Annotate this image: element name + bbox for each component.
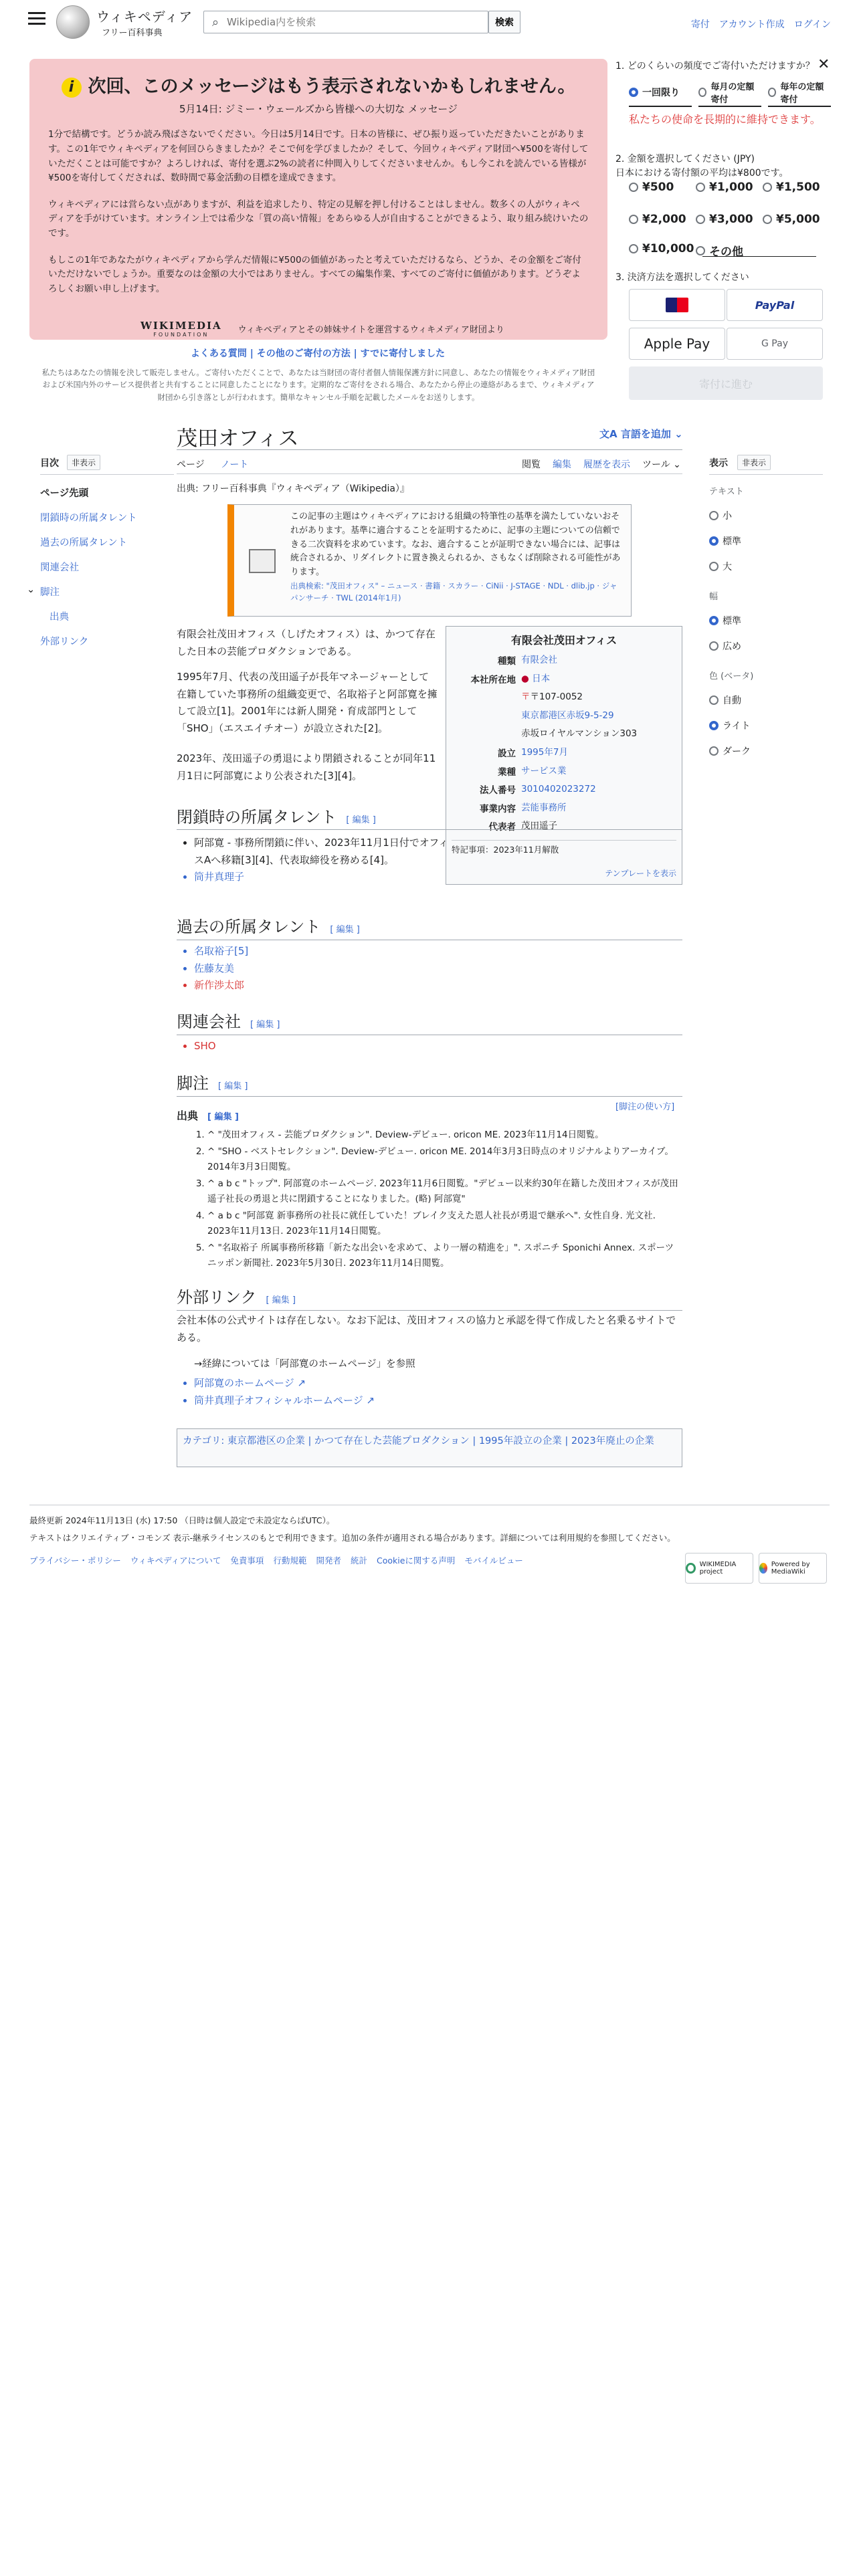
site-logo[interactable] — [56, 5, 193, 39]
reference: 3. ^ a b c "トップ". 阿部寛のホームページ. 2023年11月6日閲覧。"デビュー以来約30年在籍した茂田オフィスが茂田遥子社長の勇退と共に閉鎖することになりました。(略) 阿部寛" — [207, 1176, 680, 1207]
create-account-link[interactable]: アカウント作成 — [719, 19, 785, 30]
search-box[interactable] — [203, 11, 488, 33]
appearance-panel — [709, 455, 823, 758]
notes-help-link[interactable]: [脚注の使い方] — [615, 1102, 675, 1112]
freq-monthly[interactable]: 毎月の定額寄付 — [698, 79, 761, 107]
edit-section-link[interactable]: [ 編集 ] — [218, 1081, 248, 1091]
banner-subtitle: 5月14日: ジミー・ウェールズから皆様への大切な メッセージ — [179, 103, 458, 116]
pay-googlepay-button[interactable]: G Pay — [727, 328, 823, 360]
footer-link[interactable]: 統計 — [350, 1555, 367, 1566]
footer-links — [29, 1554, 523, 1566]
color-light[interactable]: ライト — [709, 719, 823, 732]
logo-title: ウィキペディア — [96, 9, 193, 25]
external-link-icon: ↗ — [366, 1394, 375, 1406]
toc-item[interactable]: 関連会社 — [40, 562, 79, 573]
translate-icon: 文A — [599, 428, 617, 440]
closed-talent-list — [194, 835, 455, 886]
footer-link[interactable]: 開発者 — [316, 1555, 341, 1566]
tab-tools[interactable]: ツール ⌄ — [642, 459, 681, 470]
site-header — [0, 0, 859, 47]
tab-talk[interactable]: ノート — [220, 459, 249, 470]
wikipedia-globe-icon — [56, 5, 90, 39]
hatnote: →経緯については「阿部寛のホームページ」を参照 — [194, 1359, 415, 1370]
footer-link[interactable]: モバイルビュー — [464, 1555, 523, 1566]
toc-subitem[interactable]: 出典 — [50, 612, 69, 623]
search-button[interactable]: 検索 — [488, 11, 520, 33]
tab-edit[interactable]: 編集 — [553, 459, 571, 470]
banner-paragraph: ウィキペディアには営らない点がありますが、利益を追求したり、特定の見解を押し付けることはしません。数多くの人がウィキペディアを手がけています。オンライン上では希少な「質の高い情報」をあらゆる人が自由することができるよう、取り組み続けいたのです。 — [48, 199, 589, 239]
title-divider — [177, 449, 682, 450]
text-size-standard[interactable]: 標準 — [709, 534, 823, 548]
template-link[interactable]: テンプレートを表示 — [605, 868, 676, 878]
edit-section-link[interactable]: [ 編集 ] — [250, 1020, 280, 1030]
intro-paragraph: 1995年7月、代表の茂田遥子が長年マネージャーとして在籍していた事務所の組織変更で、名取裕子と阿部寛を擁して設立[1]。2001年には新人開発・育成部門として「SHO」（エスエイチオー）が設立された[2]。 — [177, 671, 438, 734]
reference: 4. ^ a b c "阿部寛 新事務所の社長に就任していた！ブレイク支えた恩人社長が勇退で継承へ". 女性自身. 光文社. 2023年11月13日. 2023年11月14日閲覧。 — [207, 1208, 680, 1239]
mediawiki-icon — [759, 1563, 767, 1574]
notice-pencil-icon — [249, 549, 276, 573]
fundraising-banner — [29, 59, 607, 340]
text-size-small[interactable]: 小 — [709, 509, 823, 522]
reference: 5. ^ "名取裕子 所属事務所移籍「新たな出会いを求めて、より一層の精進を」". スポニチ Sponichi Annex. スポーツニッポン新聞社. 2023年5月30日. 2023年11月14日閲覧。 — [207, 1241, 680, 1271]
intro-paragraph: 有限会社茂田オフィス（しげたオフィス）は、かつて存在した日本の芸能プロダクションである。 — [177, 628, 436, 657]
infobox-caption: 有限会社茂田オフィス — [510, 634, 617, 647]
infobox-note: 特記事項：2023年11月解散 — [452, 840, 676, 855]
page-title: 茂田オフィス — [177, 427, 299, 451]
color-label: 色 (ベータ) — [709, 671, 754, 681]
tab-history[interactable]: 履歴を表示 — [583, 459, 630, 470]
external-link-icon: ↗ — [297, 1377, 306, 1389]
text-size-label: テキスト — [709, 487, 744, 497]
main-menu-button[interactable] — [28, 12, 45, 28]
panel-title: 表示 — [709, 457, 728, 469]
infobox-table: 種類 有限会社 本社所在地 ● 日本 〒〒107-0052 東京都港区赤坂9-5-29 赤坂ロイヤルマンション303 設立 1995年7月 業種 サービス業 法人番号 3010402023272 事業内容 芸能事務所 代表者 茂田遥子 — [470, 655, 638, 833]
info-icon: i — [62, 78, 82, 98]
notice-text: この記事の主題はウィキペディアにおける組織の特筆性の基準を満たしていないおそれがあります。基準に適合することを証明するために、記事の主題についての信頼できる二次資料を求めています。なお、適合することが証明できない場合には、記事は統合されるか、リダイレクトに置き換えられるか、さもなくば削除される可能性があります。 — [290, 512, 621, 578]
tabs-divider — [177, 473, 682, 474]
related-list — [194, 1038, 216, 1055]
freq-yearly[interactable]: 毎年の定額寄付 — [768, 79, 831, 107]
footer-link[interactable]: ウィキペディアについて — [130, 1555, 221, 1566]
powered-by-mediawiki-badge[interactable]: Powered by MediaWiki — [759, 1553, 827, 1584]
view-tabs — [522, 457, 681, 471]
section-heading: 過去の所属タレント [ 編集 ] — [177, 914, 682, 940]
radio-icon — [629, 88, 638, 97]
user-links — [691, 17, 831, 31]
login-link[interactable]: ログイン — [793, 19, 831, 30]
search-icon: ⌕ — [211, 15, 219, 29]
pay-paypal-button[interactable]: PayPal — [727, 289, 823, 321]
wikimedia-project-badge[interactable]: WIKIMEDIA project — [685, 1553, 753, 1584]
width-label: 幅 — [709, 592, 719, 602]
color-auto[interactable]: 自動 — [709, 693, 823, 707]
section-heading: 閉鎖時の所属タレント [ 編集 ] — [177, 808, 376, 827]
width-wide[interactable]: 広め — [709, 639, 823, 653]
width-standard[interactable]: 標準 — [709, 614, 823, 627]
text-size-large[interactable]: 大 — [709, 560, 823, 573]
tab-read[interactable]: 閲覧 — [522, 459, 541, 470]
list-item[interactable]: • 佐藤友美 — [194, 960, 248, 978]
reference: 1. ^ "茂田オフィス - 芸能プロダクション". Deview-デビュー. oricon ME. 2023年11月14日閲覧。 — [207, 1128, 680, 1143]
add-language-button[interactable]: 文A 言語を追加 ⌄ — [599, 428, 683, 440]
namespace-tabs — [177, 457, 248, 471]
amount-other[interactable]: その他 — [696, 242, 743, 259]
credit-card-icon — [666, 298, 688, 312]
amount-option[interactable]: ¥1,000 — [696, 181, 753, 194]
banner-paragraph: もしこの1年であなたがウィキペディアから学んだ情報に¥500の価値があったと考えていただけるなら、どうか、その金額をご寄付いただけないでしょうか。重要なのは金額の大小ではありません。すべての編集作業、すべてのご寄付に価値があります。どうぞよろしくお願い申し上げます。 — [48, 254, 581, 294]
amount-option[interactable]: ¥5,000 — [763, 213, 820, 226]
notice-search-links[interactable]: 出典検索: "茂田オフィス" – ニュース · 書籍 · スカラー · CiNii · J-STAGE · NDL · dlib.jp · ジャパンサーチ · TWL (2014年1月) — [290, 580, 617, 603]
external-link[interactable]: • 筒井真理子オフィシャルホームページ ↗ — [194, 1392, 375, 1410]
amount-question: 2. 金額を選択してください (JPY) 日本における寄付額の平均は¥800です。 — [615, 154, 789, 179]
intro-paragraph: 2023年、茂田遥子の勇退により閉鎖されることが同年11月1日に阿部寛により公表された[3][4]。 — [177, 752, 436, 782]
section-heading: 関連会社 [ 編集 ] — [177, 1008, 682, 1035]
edit-section-link[interactable]: [ 編集 ] — [330, 925, 360, 935]
footer-link[interactable]: 行動規範 — [273, 1555, 307, 1566]
color-dark[interactable]: ダーク — [709, 744, 823, 758]
heading-rule — [177, 829, 682, 830]
radio-icon — [698, 88, 706, 97]
footer-link[interactable]: 免責事項 — [230, 1555, 264, 1566]
amount-option[interactable]: ¥1,500 — [763, 181, 820, 194]
toc-item[interactable]: ⌄ 脚注 — [27, 584, 60, 598]
close-icon[interactable]: ✕ — [818, 56, 830, 73]
infobox — [446, 626, 682, 885]
amount-option[interactable]: ¥2,000 — [629, 213, 686, 226]
external-links-list — [194, 1375, 375, 1409]
footer-link[interactable]: プライバシー・ポリシー — [29, 1555, 121, 1566]
frequency-note: 私たちの使命を長期的に維持できます。 — [629, 113, 821, 126]
page-source-note: 出典: フリー百科事典『ウィキペディア（Wikipedia）』 — [177, 484, 409, 494]
external-link[interactable]: • 阿部寛のホームページ ↗ — [194, 1375, 375, 1392]
notability-notice — [227, 504, 632, 617]
banner-footer — [140, 320, 555, 338]
section-heading: 脚注 [ 編集 ] — [177, 1070, 682, 1097]
pay-applepay-button[interactable]: Apple Pay — [629, 328, 725, 360]
section-heading: 外部リンク [ 編集 ] — [177, 1284, 682, 1311]
banner-links[interactable]: よくある質問 | その他のご寄付の方法 | すでに寄付しました — [190, 348, 446, 359]
banner-footer-text: ウィキペディアとその姉妹サイトを運営するウィキメディア財団より — [237, 325, 504, 335]
wikimedia-foundation-logo: WIKIMEDIA FOUNDATION — [140, 320, 222, 338]
list-item[interactable]: • 新作渉太郎 — [194, 977, 248, 994]
license-text: テキストはクリエイティブ・コモンズ 表示-継承ライセンスのもとで利用できます。追加の条件が適用される場合があります。詳細については利用規約を参照してください。 — [29, 1533, 676, 1543]
donate-submit-button[interactable]: 寄付に進む — [629, 366, 823, 400]
frequency-question: 1. どのくらいの頻度でご寄付いただけますか？ — [615, 61, 815, 72]
list-item[interactable]: • SHO — [194, 1038, 216, 1055]
reference: 2. ^ "SHO - ベストセレクション". Deview-デビュー. oricon ME. 2014年3月3日時点のオリジナルよりアーカイブ。2014年3月3日閲覧。 — [207, 1144, 680, 1175]
wikimedia-icon — [686, 1563, 696, 1574]
list-item[interactable]: • 筒井真理子 — [194, 869, 455, 886]
banner-paragraph: 1分で結構です。どうか読み飛ばさないでください。今日は5月14日です。日本の皆様に、ぜひ振り返っていただきたいことがあります。この1年でウィキペディアを何回ひらきましたか？そこで何を学びましたか？そして、今回ウィキペディア財団へ¥500を寄付していただくことは可能ですか？よろしければ、寄付を選ぶ2%の読者に仲間入りしてくださいませんか。もし今これを読んでいる皆様が¥500を寄付してくだされば、数時間で募金活動の目標を達成できます。 — [48, 129, 589, 184]
external-links-paragraph: 会社本体の公式サイトは存在しない。なお下記は、茂田オフィスの協力と承認を得て作成したと名乗るサイトである。 — [177, 1314, 676, 1344]
toc-hide-button[interactable]: 非表示 — [67, 455, 100, 470]
logo-subtitle: フリー百科事典 — [102, 28, 163, 38]
subsection-heading: 出典 [ 編集 ] — [177, 1109, 239, 1122]
table-of-contents — [27, 455, 174, 648]
toc-item[interactable]: 外部リンク — [40, 637, 89, 647]
panel-hide-button[interactable]: 非表示 — [737, 455, 771, 470]
chevron-down-icon: ⌄ — [27, 584, 35, 595]
toc-item[interactable]: 過去の所属タレント — [40, 538, 128, 548]
list-item: • 阿部寛 - 事務所閉鎖に伴い、2023年11月1日付でオフィスAへ移籍[3][4]、代表取締役を務める[4]。 — [194, 835, 455, 869]
banner-title: 次回、このメッセージはもう表示されないかもしれません。 — [88, 76, 576, 97]
amount-option[interactable]: ¥10,000 — [629, 242, 694, 255]
payment-question: 3. 決済方法を選択してください — [615, 272, 749, 283]
category-links[interactable]: カテゴリ: 東京都港区の企業 | かつて存在した芸能プロダクション | 1995年設立の企業 | 2023年廃止の企業 — [177, 1428, 682, 1467]
list-item[interactable]: • 名取裕子[5] — [194, 943, 248, 960]
last-modified: 最終更新 2024年11月13日 (水) 17:50 （日時は個人設定で未設定ならばUTC）。 — [29, 1515, 335, 1525]
edit-section-link[interactable]: [ 編集 ] — [207, 1112, 239, 1122]
tab-page[interactable]: ページ — [177, 459, 205, 470]
references-list — [207, 1128, 680, 1272]
amount-option[interactable]: ¥500 — [629, 181, 674, 194]
other-amount-input[interactable] — [702, 255, 816, 257]
footer-link[interactable]: Cookieに関する声明 — [376, 1555, 456, 1566]
search-input[interactable] — [227, 16, 481, 28]
radio-icon — [768, 88, 776, 97]
edit-section-link[interactable]: [ 編集 ] — [346, 815, 376, 825]
pay-card-button[interactable] — [629, 289, 725, 321]
freq-once[interactable]: 一回限り — [629, 79, 692, 107]
edit-section-link[interactable]: [ 編集 ] — [266, 1295, 296, 1305]
toc-item[interactable]: ページ先頭 — [40, 488, 89, 499]
past-talent-list — [194, 943, 248, 994]
banner-fine-print: 私たちはあなたの情報を決して販売しません。ご寄付いただくことで、あなたは当財団の寄付者個人情報保護方針に同意し、あなたの情報をウィキメディア財団 および米国内外のサービス提供者と共有することに同意したことになります。定期的なご寄付をされる場合、あなたから停止の連絡があるまで、ウィキメディア 財団から引き落としが行われます。簡単なキャンセル手順を記載したメールをお送りします。 — [41, 368, 595, 402]
amount-option[interactable]: ¥3,000 — [696, 213, 753, 226]
toc-title: 目次 — [40, 457, 59, 469]
toc-item[interactable]: 閉鎖時の所属タレント — [40, 513, 137, 524]
donate-link[interactable]: 寄付 — [690, 19, 710, 30]
